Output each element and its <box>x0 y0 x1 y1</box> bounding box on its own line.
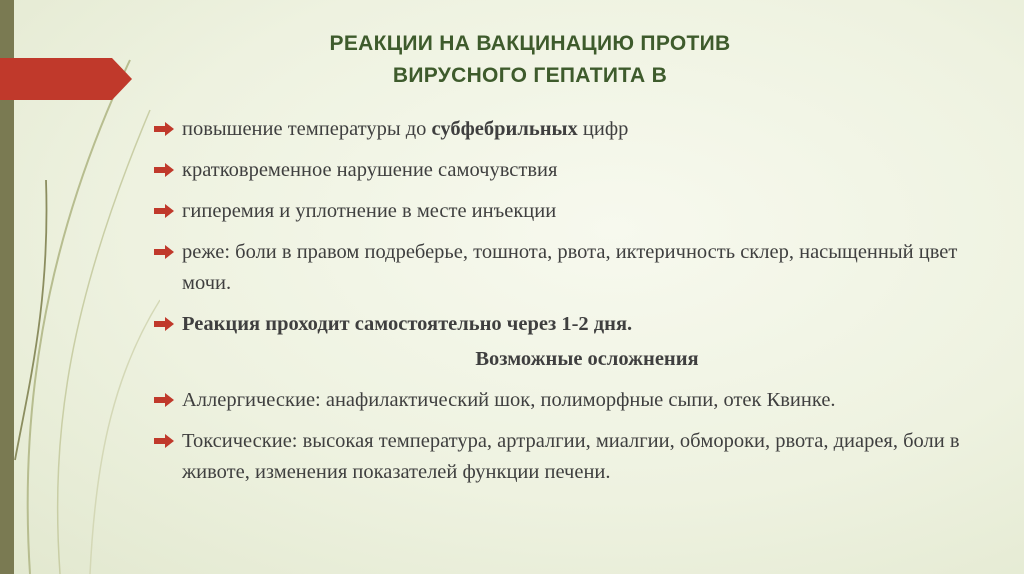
slide-content <box>152 114 992 488</box>
list-item <box>152 155 992 186</box>
item-text: реже: боли в правом подреберье, тошнота, рвота, иктеричность склер, насыщенный цвет мочи. <box>182 241 958 294</box>
title-line-1: РЕАКЦИИ НА ВАКЦИНАЦИЮ ПРОТИВ <box>329 32 731 55</box>
list-item <box>152 309 992 340</box>
item-text: Токсические: высокая температура, артралгии, миалгии, обмороки, рвота, диарея, боли в животе, изменения показателей функции печени. <box>182 430 960 483</box>
arrow-bullet-icon <box>154 317 174 331</box>
item-text: Аллергические: анафилактический шок, полиморфные сыпи, отек Квинке. <box>182 389 836 411</box>
item-text: кратковременное нарушение самочувствия <box>182 159 558 181</box>
list-item <box>152 385 992 416</box>
item-text-tail: цифр <box>577 118 629 140</box>
item-text: гиперемия и уплотнение в месте инъекции <box>182 200 557 222</box>
title-line-2: ВИРУСНОГО ГЕПАТИТА В <box>392 64 668 87</box>
arrow-bullet-icon <box>154 393 174 407</box>
list-item <box>152 426 992 488</box>
slide-title <box>230 28 830 92</box>
complications-heading: Возможные осложнения <box>475 348 699 370</box>
arrow-bullet-icon <box>154 245 174 259</box>
list-item <box>152 196 992 227</box>
arrow-bullet-icon <box>154 204 174 218</box>
list-item <box>152 114 992 145</box>
item-text: Реакция проходит самостоятельно через 1-2 дня. <box>182 313 633 335</box>
list-item <box>152 237 992 299</box>
item-bold-text: субфебрильных <box>431 118 578 140</box>
item-text: повышение температуры до <box>182 118 432 140</box>
title-arrow-ribbon <box>0 58 132 100</box>
arrow-bullet-icon <box>154 434 174 448</box>
arrow-bullet-icon <box>154 122 174 136</box>
arrow-bullet-icon <box>154 163 174 177</box>
